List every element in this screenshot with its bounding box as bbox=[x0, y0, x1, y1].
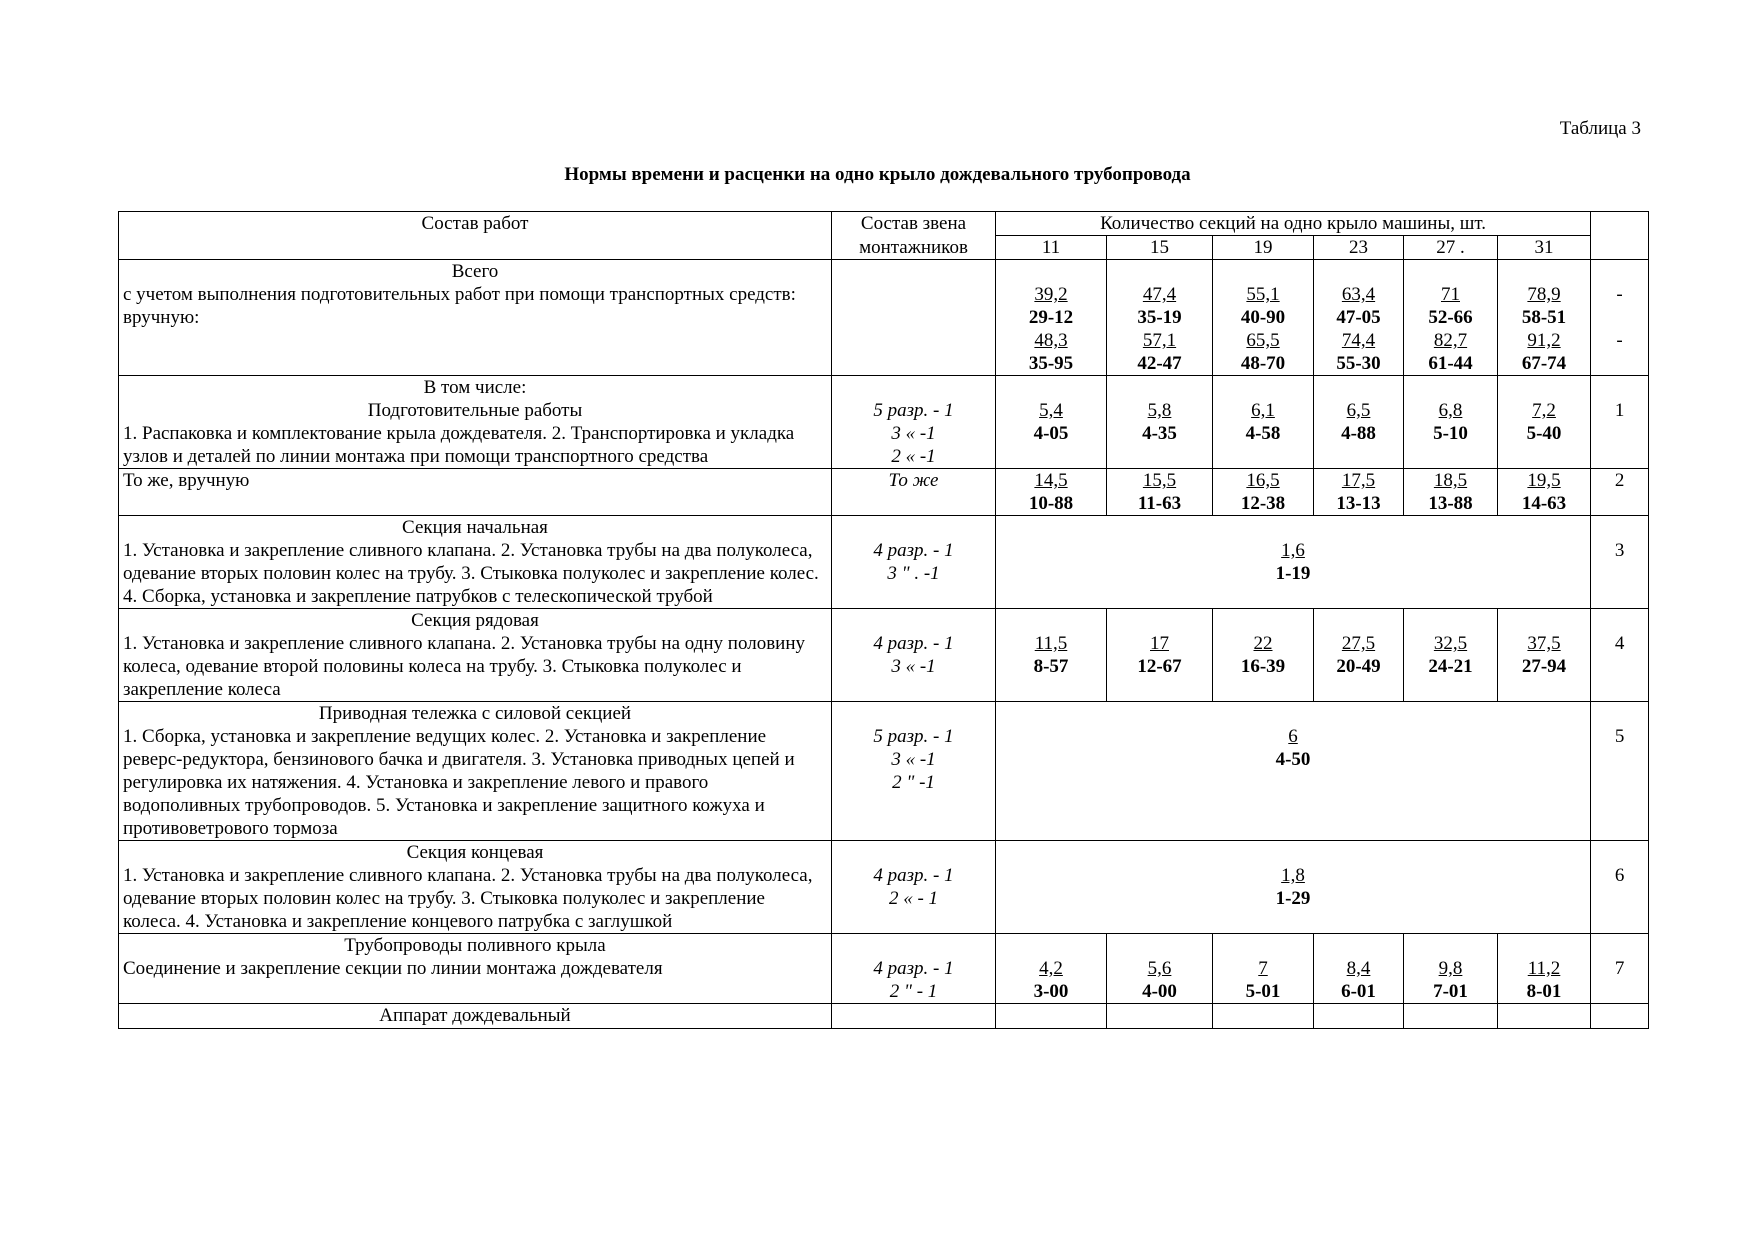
norm-value: 6 bbox=[1288, 726, 1298, 747]
merged-value-cell bbox=[996, 516, 1591, 609]
norm-value: 6,1 bbox=[1251, 400, 1275, 421]
work-cell bbox=[119, 841, 832, 934]
rate-value: 20-49 bbox=[1336, 656, 1381, 677]
work-description: 1. Сборка, установка и закрепление ведущих колес. 2. Установка и закрепление реверс-редуктора, бензинового бачка и двигателя. 3. Установка приводных цепей и регулировка их натяжения. 4. Установка и закрепление левого и правого водополивных трубопроводов. 5. Установка и закрепление защитного кожуха и противоветрового тормоза bbox=[123, 726, 795, 839]
rate-value: 24-21 bbox=[1428, 656, 1473, 677]
row-number: 3 bbox=[1591, 516, 1649, 609]
header-row-top bbox=[119, 212, 1649, 236]
header-crew-line2: монтажников bbox=[832, 236, 996, 260]
crew-cell bbox=[832, 376, 996, 469]
rate-value: 16-39 bbox=[1240, 656, 1286, 677]
rate-value: 48-70 bbox=[1240, 353, 1286, 374]
rate-value: 3-00 bbox=[1033, 981, 1069, 1002]
work-cell-total bbox=[119, 260, 832, 376]
norm-value: 5,6 bbox=[1147, 958, 1172, 979]
rate-value: 1-29 bbox=[1275, 888, 1311, 909]
header-number bbox=[1591, 212, 1649, 260]
norm-value: 17,5 bbox=[1341, 470, 1376, 491]
crew-line: 2 « -1 bbox=[891, 446, 936, 467]
crew-cell bbox=[832, 934, 996, 1004]
norm-value: 74,4 bbox=[1341, 330, 1376, 351]
norm-value: 65,5 bbox=[1246, 330, 1280, 351]
norm-value: 11,2 bbox=[1527, 958, 1561, 979]
rate-value: 47-05 bbox=[1336, 307, 1381, 328]
work-cell bbox=[119, 609, 832, 702]
rate-value: 61-44 bbox=[1428, 353, 1473, 374]
norm-value: 32,5 bbox=[1433, 633, 1468, 654]
table-row-total bbox=[119, 260, 1649, 376]
rate-value: 40-90 bbox=[1240, 307, 1286, 328]
work-description: Соединение и закрепление секции по линии монтажа дождевателя bbox=[123, 958, 663, 979]
rate-value: 4-50 bbox=[1275, 749, 1311, 770]
section-title: Аппарат дождевальный bbox=[379, 1005, 571, 1026]
table-number-label: Таблица 3 bbox=[1559, 118, 1641, 139]
crew-cell bbox=[832, 609, 996, 702]
rate-value: 35-95 bbox=[1028, 353, 1074, 374]
crew-cell bbox=[832, 841, 996, 934]
rate-value: 29-12 bbox=[1028, 307, 1074, 328]
row-number: 5 bbox=[1591, 702, 1649, 841]
section-title: Всего bbox=[451, 261, 499, 282]
rate-value: 13-13 bbox=[1336, 493, 1381, 514]
merged-value-cell bbox=[996, 841, 1591, 934]
row-number: 6 bbox=[1591, 841, 1649, 934]
rate-value: 4-88 bbox=[1341, 423, 1376, 444]
section-title: Секция рядовая bbox=[411, 610, 539, 631]
row-number: 4 bbox=[1591, 609, 1649, 702]
table-row bbox=[119, 841, 1649, 934]
document-title: Нормы времени и расценки на одно крыло дождевального трубопровода bbox=[564, 164, 1191, 185]
rate-value: 4-05 bbox=[1033, 423, 1069, 444]
crew-line: 4 разр. - 1 bbox=[873, 633, 954, 654]
norm-value: 18,5 bbox=[1433, 470, 1468, 491]
norm-value: 47,4 bbox=[1142, 284, 1177, 305]
norm-value: 6,8 bbox=[1438, 400, 1463, 421]
rate-value: 12-67 bbox=[1137, 656, 1182, 677]
rate-value: 10-88 bbox=[1028, 493, 1074, 514]
table-row bbox=[119, 469, 1649, 516]
norm-value: 17 bbox=[1150, 633, 1169, 654]
table-row bbox=[119, 609, 1649, 702]
rate-value: 5-10 bbox=[1433, 423, 1468, 444]
rate-value: 5-40 bbox=[1526, 423, 1562, 444]
crew-line: 3 " . -1 bbox=[887, 563, 940, 584]
section-subtitle: В том числе: bbox=[423, 377, 527, 398]
norm-value: 82,7 bbox=[1433, 330, 1468, 351]
work-cell bbox=[119, 516, 832, 609]
work-description: То же, вручную bbox=[123, 470, 250, 491]
crew-line: 4 разр. - 1 bbox=[873, 865, 954, 886]
row-number: - bbox=[1616, 284, 1623, 305]
norm-value: 91,2 bbox=[1527, 330, 1561, 351]
crew-line: 3 « -1 bbox=[891, 423, 936, 444]
total-line-transport: с учетом выполнения подготовительных работ при помощи транспортных средств: bbox=[123, 284, 796, 305]
row-number: 2 bbox=[1591, 469, 1649, 516]
work-cell bbox=[119, 1004, 832, 1029]
rate-value: 4-35 bbox=[1142, 423, 1177, 444]
table-row-partial bbox=[119, 1004, 1649, 1029]
crew-line: 4 разр. - 1 bbox=[873, 540, 954, 561]
rate-value: 14-63 bbox=[1521, 493, 1567, 514]
table-row bbox=[119, 376, 1649, 469]
norm-value: 22 bbox=[1253, 633, 1273, 654]
norm-value: 63,4 bbox=[1341, 284, 1376, 305]
norm-value: 55,1 bbox=[1246, 284, 1280, 305]
work-cell bbox=[119, 469, 832, 516]
rate-value: 13-88 bbox=[1428, 493, 1473, 514]
crew-line: То же bbox=[888, 470, 939, 491]
row-number: 7 bbox=[1591, 934, 1649, 1004]
norm-value: 37,5 bbox=[1527, 633, 1561, 654]
merged-value-cell bbox=[996, 702, 1591, 841]
rate-value: 1-19 bbox=[1275, 563, 1311, 584]
norm-value: 71 bbox=[1441, 284, 1460, 305]
crew-cell bbox=[832, 702, 996, 841]
header-col-27: 27 . bbox=[1404, 236, 1498, 260]
norm-value: 9,8 bbox=[1438, 958, 1463, 979]
table-row bbox=[119, 702, 1649, 841]
section-title: Подготовительные работы bbox=[367, 400, 583, 421]
work-cell bbox=[119, 934, 832, 1004]
rate-value: 52-66 bbox=[1428, 307, 1473, 328]
norm-value: 27,5 bbox=[1341, 633, 1376, 654]
header-col-11: 11 bbox=[996, 236, 1107, 260]
norm-value: 15,5 bbox=[1142, 470, 1177, 491]
crew-line: 4 разр. - 1 bbox=[873, 958, 954, 979]
crew-line: 5 разр. - 1 bbox=[873, 726, 954, 747]
rate-value: 27-94 bbox=[1521, 656, 1567, 677]
rate-value: 7-01 bbox=[1433, 981, 1468, 1002]
section-title: Приводная тележка с силовой секцией bbox=[318, 703, 632, 724]
norm-value: 7,2 bbox=[1532, 400, 1556, 421]
norm-value: 16,5 bbox=[1246, 470, 1280, 491]
norm-value: 19,5 bbox=[1527, 470, 1561, 491]
crew-line: 2 « - 1 bbox=[888, 888, 939, 909]
header-col-15: 15 bbox=[1107, 236, 1213, 260]
header-col-23: 23 bbox=[1314, 236, 1404, 260]
rate-value: 35-19 bbox=[1137, 307, 1182, 328]
total-line-manual: вручную: bbox=[123, 307, 200, 328]
crew-line: 2 " -1 bbox=[892, 772, 935, 793]
rate-value: 12-38 bbox=[1240, 493, 1286, 514]
work-cell bbox=[119, 376, 832, 469]
header-crew: Состав звена bbox=[832, 212, 996, 236]
crew-line: 3 « -1 bbox=[891, 749, 936, 770]
section-title: Трубопроводы поливного крыла bbox=[344, 935, 606, 956]
work-description: 1. Установка и закрепление сливного клапана. 2. Установка трубы на два полуколеса, одевание вторых половин колес на трубу. 3. Стыковка полуколес и закрепление колес. 4. Сборка, установка и закрепление патрубков с телескопической трубой bbox=[123, 540, 819, 607]
norm-value: 39,2 bbox=[1034, 284, 1068, 305]
norm-value: 48,3 bbox=[1034, 330, 1068, 351]
rate-value: 11-63 bbox=[1137, 493, 1182, 514]
crew-cell-total bbox=[832, 260, 996, 376]
row-number: - bbox=[1616, 330, 1623, 351]
crew-line: 5 разр. - 1 bbox=[873, 400, 954, 421]
rate-value: 55-30 bbox=[1336, 353, 1381, 374]
header-sections-title: Количество секций на одно крыло машины, шт. bbox=[996, 212, 1591, 236]
row-number: 1 bbox=[1591, 376, 1649, 469]
norm-value: 7 bbox=[1258, 958, 1268, 979]
header-work: Состав работ bbox=[119, 212, 832, 260]
rate-value: 8-57 bbox=[1033, 656, 1069, 677]
rate-value: 8-01 bbox=[1526, 981, 1562, 1002]
norm-value: 14,5 bbox=[1034, 470, 1068, 491]
norm-value: 5,4 bbox=[1039, 400, 1063, 421]
norms-table bbox=[118, 211, 1649, 1029]
table-row bbox=[119, 516, 1649, 609]
norm-value: 1,6 bbox=[1281, 540, 1305, 561]
section-title: Секция концевая bbox=[406, 842, 544, 863]
crew-cell bbox=[832, 469, 996, 516]
work-description: 1. Установка и закрепление сливного клапана. 2. Установка трубы на одну половину колеса, одевание второй половины колеса на трубу. 3. Стыковка полуколес и закрепление колеса bbox=[123, 633, 805, 700]
norm-value: 11,5 bbox=[1034, 633, 1068, 654]
norm-value: 6,5 bbox=[1346, 400, 1371, 421]
rate-value: 6-01 bbox=[1341, 981, 1376, 1002]
crew-cell bbox=[832, 516, 996, 609]
work-description: 1. Установка и закрепление сливного клапана. 2. Установка трубы на два полуколеса, одевание вторых половин колес на трубу. 3. Стыковка полуколес и закрепление колеса. 4. Установка и закрепление концевого патрубка с заглушкой bbox=[123, 865, 813, 932]
rate-value: 4-00 bbox=[1142, 981, 1177, 1002]
norm-value: 78,9 bbox=[1527, 284, 1561, 305]
header-col-31: 31 bbox=[1498, 236, 1591, 260]
crew-line: 3 « -1 bbox=[891, 656, 936, 677]
norm-value: 8,4 bbox=[1346, 958, 1371, 979]
section-title: Секция начальная bbox=[402, 517, 548, 538]
norm-value: 1,8 bbox=[1281, 865, 1305, 886]
work-cell bbox=[119, 702, 832, 841]
norm-value: 57,1 bbox=[1142, 330, 1177, 351]
rate-value: 67-74 bbox=[1521, 353, 1567, 374]
table-row bbox=[119, 934, 1649, 1004]
rate-value: 58-51 bbox=[1521, 307, 1567, 328]
norm-value: 4,2 bbox=[1039, 958, 1063, 979]
work-description: 1. Распаковка и комплектование крыла дождевателя. 2. Транспортировка и укладка узлов и деталей по линии монтажа при помощи транспортного средства bbox=[123, 423, 795, 467]
norm-value: 5,8 bbox=[1147, 400, 1172, 421]
crew-line: 2 " - 1 bbox=[889, 981, 938, 1002]
rate-value: 5-01 bbox=[1245, 981, 1281, 1002]
rate-value: 4-58 bbox=[1245, 423, 1281, 444]
rate-value: 42-47 bbox=[1137, 353, 1182, 374]
header-col-19: 19 bbox=[1213, 236, 1314, 260]
